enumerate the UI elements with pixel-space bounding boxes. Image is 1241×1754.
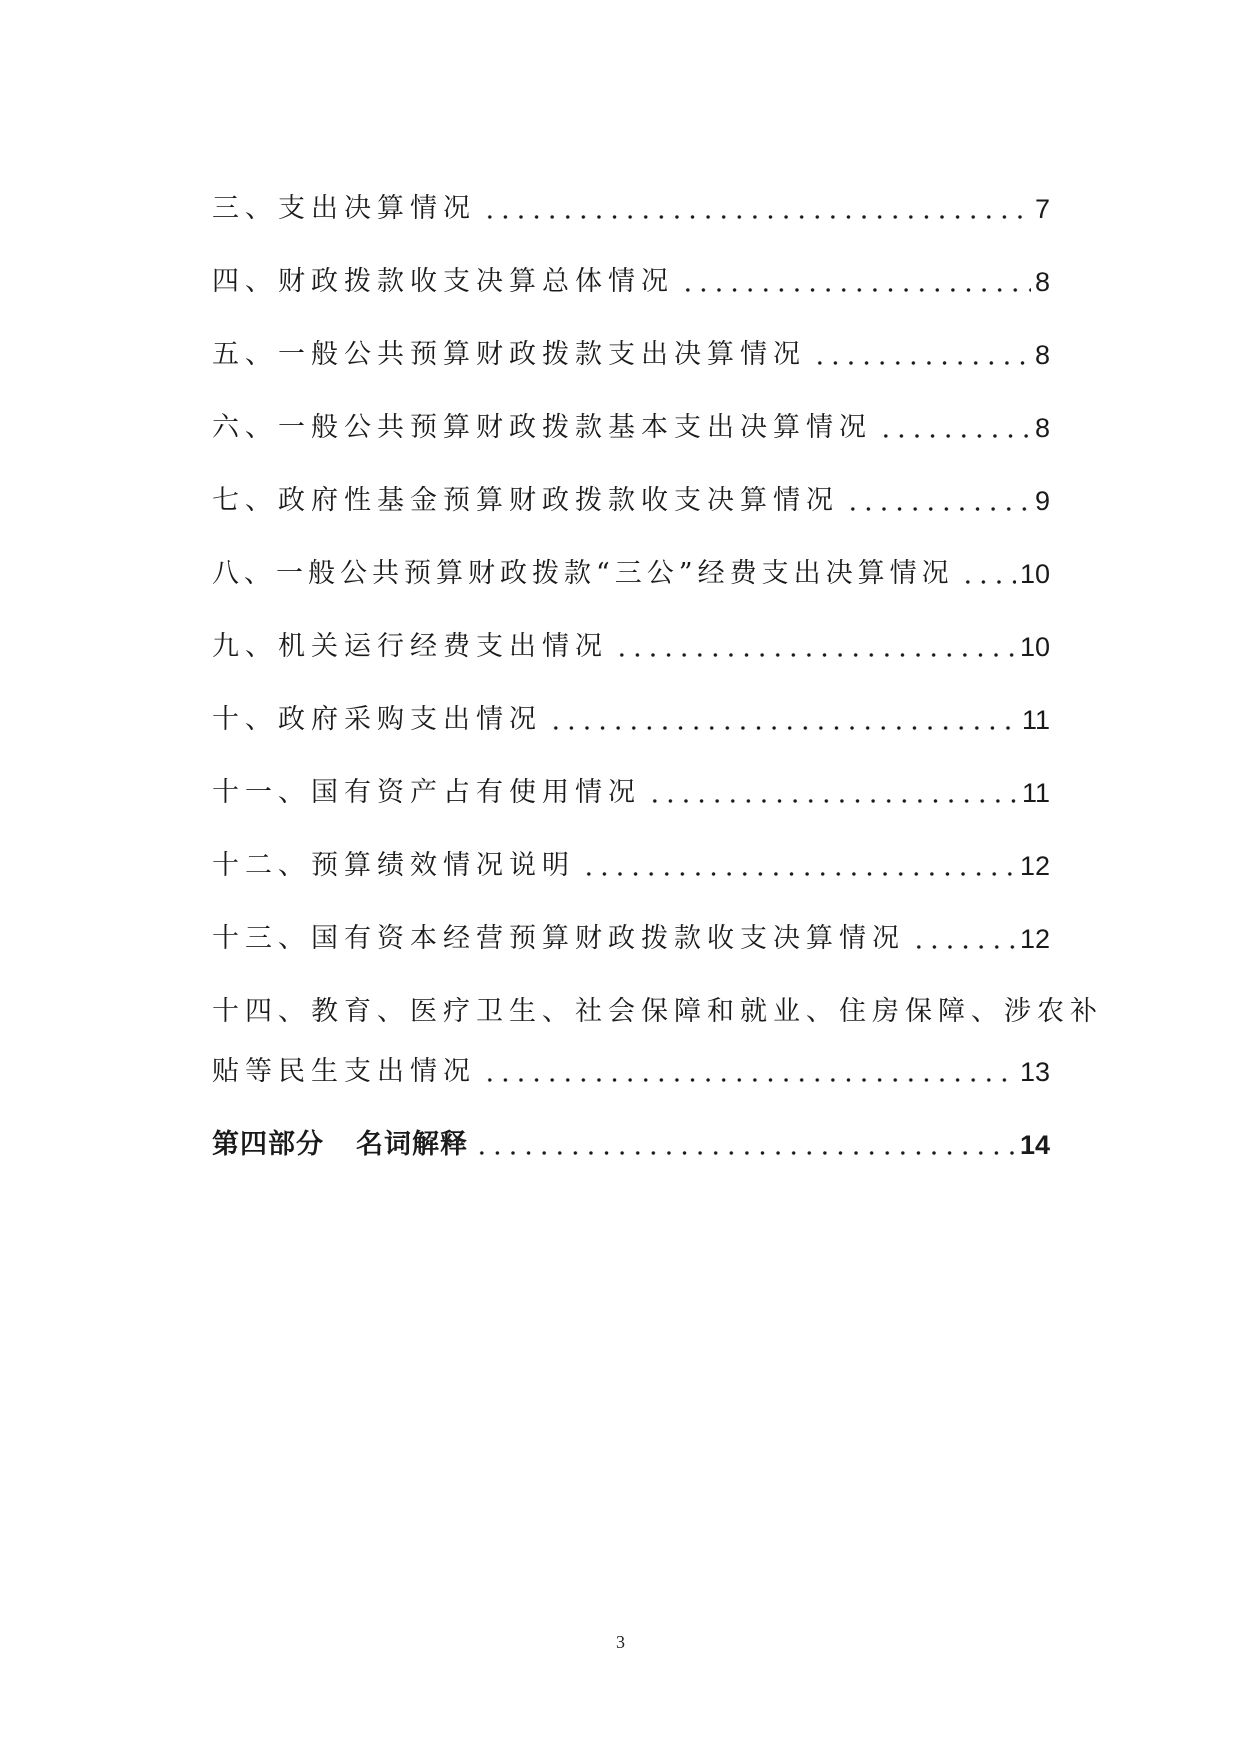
toc-entry-title: 十二、预算绩效情况说明 — [212, 850, 575, 881]
dot-leader — [474, 1151, 1016, 1155]
dot-leader — [960, 580, 1016, 584]
toc-entry-title: 七、政府性基金预算财政拨款收支决算情况 — [212, 485, 839, 516]
dot-leader — [878, 434, 1031, 438]
toc-entry-multiline[interactable] — [212, 963, 1103, 1096]
toc-entry-title: 五、一般公共预算财政拨款支出决算情况 — [212, 339, 806, 370]
toc-entry-second-line — [212, 1036, 1050, 1096]
toc-entry[interactable] — [212, 817, 1050, 890]
toc-entry-title: 十、政府采购支出情况 — [212, 704, 542, 735]
toc-entry[interactable] — [212, 379, 1050, 452]
dot-leader — [812, 361, 1031, 365]
toc-part-title — [212, 1129, 468, 1169]
part-label: 第四部分 — [212, 1129, 324, 1160]
toc-entry-page: 10 — [1019, 559, 1050, 589]
dot-leader — [614, 653, 1016, 657]
dot-leader — [911, 945, 1016, 949]
page-number: 3 — [616, 1632, 625, 1652]
toc-entry-page: 8 — [1034, 413, 1050, 443]
toc-entry-title-line2: 贴等民生支出情况 — [212, 1056, 476, 1087]
toc-entry-page: 7 — [1034, 194, 1050, 224]
dot-leader — [680, 288, 1031, 292]
dot-leader — [548, 726, 1018, 730]
toc-entry-page: 12 — [1019, 924, 1050, 954]
toc-entry-title: 九、机关运行经费支出情况 — [212, 631, 608, 662]
toc-entry-page: 8 — [1034, 267, 1050, 297]
toc-entry-page: 10 — [1019, 632, 1050, 662]
toc-entry-page: 13 — [1019, 1057, 1050, 1087]
dot-leader — [845, 507, 1031, 511]
table-of-contents — [212, 160, 1103, 1169]
toc-entry-page: 11 — [1021, 705, 1050, 735]
toc-entry[interactable] — [212, 525, 1050, 598]
toc-entry-page: 14 — [1019, 1130, 1050, 1160]
part-name: 名词解释 — [356, 1129, 468, 1160]
toc-entry-page: 12 — [1019, 851, 1050, 881]
toc-entry-title: 十一、国有资产占有使用情况 — [212, 777, 641, 808]
toc-entry-title: 六、一般公共预算财政拨款基本支出决算情况 — [212, 412, 872, 443]
dot-leader — [581, 872, 1016, 876]
dot-leader — [647, 799, 1018, 803]
toc-entry[interactable] — [212, 452, 1050, 525]
toc-entry-page: 8 — [1034, 340, 1050, 370]
toc-part-entry[interactable] — [212, 1096, 1050, 1169]
toc-entry[interactable] — [212, 160, 1050, 233]
toc-entry-page: 11 — [1021, 778, 1050, 808]
toc-entry[interactable] — [212, 598, 1050, 671]
toc-entry[interactable] — [212, 233, 1050, 306]
toc-entry-first-line — [212, 963, 1103, 1036]
toc-entry[interactable] — [212, 744, 1050, 817]
toc-entry-title: 三、支出决算情况 — [212, 193, 476, 224]
toc-entry-title: 十三、国有资本经营预算财政拨款收支决算情况 — [212, 923, 905, 954]
toc-entry-title: 八、一般公共预算财政拨款“三公”经费支出决算情况 — [212, 558, 954, 589]
dot-leader — [482, 215, 1031, 219]
toc-entry[interactable] — [212, 306, 1050, 379]
dot-leader — [482, 1078, 1016, 1082]
toc-entry[interactable] — [212, 890, 1050, 963]
toc-entry-page: 9 — [1034, 486, 1050, 516]
toc-entry[interactable] — [212, 671, 1050, 744]
toc-entry-title: 四、财政拨款收支决算总体情况 — [212, 266, 674, 297]
toc-entry-title-line1: 十四、教育、医疗卫生、社会保障和就业、住房保障、涉农补 — [212, 996, 1103, 1027]
